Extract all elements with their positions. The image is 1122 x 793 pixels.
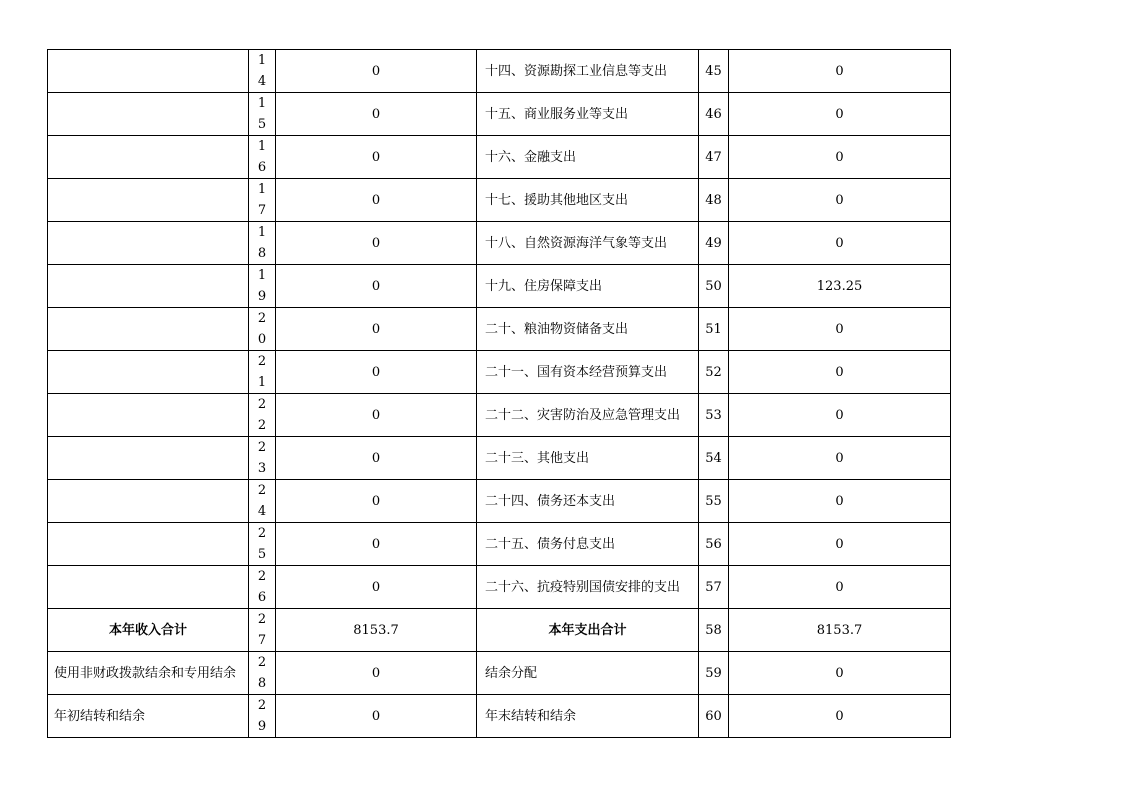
expense-line-number: 52 bbox=[699, 351, 729, 394]
income-item-cell: 使用非财政拨款结余和专用结余 bbox=[48, 652, 249, 695]
income-line-number-text: 15 bbox=[257, 96, 267, 132]
expense-item: 十七、援助其他地区支出 bbox=[477, 179, 699, 222]
income-line-number-text: 19 bbox=[257, 268, 267, 304]
expense-amount: 0 bbox=[729, 222, 951, 265]
expense-amount: 0 bbox=[729, 695, 951, 738]
income-line-number-text: 20 bbox=[257, 311, 267, 347]
income-line-number-text: 25 bbox=[257, 526, 267, 562]
expense-amount: 0 bbox=[729, 566, 951, 609]
income-amount: 0 bbox=[276, 523, 477, 566]
expense-item: 二十五、债务付息支出 bbox=[477, 523, 699, 566]
table-row bbox=[48, 136, 951, 179]
income-amount: 0 bbox=[276, 480, 477, 523]
income-line-number bbox=[249, 695, 276, 738]
income-item-cell bbox=[48, 480, 249, 523]
income-item-cell bbox=[48, 93, 249, 136]
expense-amount: 0 bbox=[729, 50, 951, 93]
expense-line-number: 57 bbox=[699, 566, 729, 609]
expense-item: 二十四、债务还本支出 bbox=[477, 480, 699, 523]
income-line-number bbox=[249, 351, 276, 394]
income-total-label: 本年收入合计 bbox=[48, 609, 249, 652]
income-line-number-text: 23 bbox=[257, 440, 267, 476]
income-amount: 0 bbox=[276, 394, 477, 437]
expense-item: 年末结转和结余 bbox=[477, 695, 699, 738]
income-line-number bbox=[249, 480, 276, 523]
income-amount: 0 bbox=[276, 566, 477, 609]
income-line-number-text: 28 bbox=[257, 655, 267, 691]
expense-line-number: 48 bbox=[699, 179, 729, 222]
expense-total-label: 本年支出合计 bbox=[477, 609, 699, 652]
income-line-number bbox=[249, 222, 276, 265]
expense-line-number: 49 bbox=[699, 222, 729, 265]
expense-line-number: 60 bbox=[699, 695, 729, 738]
income-item-cell bbox=[48, 394, 249, 437]
income-line-number bbox=[249, 566, 276, 609]
expense-item: 十五、商业服务业等支出 bbox=[477, 93, 699, 136]
budget-table-body bbox=[48, 50, 951, 738]
income-item-cell bbox=[48, 179, 249, 222]
income-line-number bbox=[249, 93, 276, 136]
income-line-number bbox=[249, 523, 276, 566]
income-line-number-text: 18 bbox=[257, 225, 267, 261]
income-item-cell bbox=[48, 136, 249, 179]
income-amount: 0 bbox=[276, 308, 477, 351]
income-line-number-text: 21 bbox=[257, 354, 267, 390]
table-row bbox=[48, 652, 951, 695]
table-row bbox=[48, 523, 951, 566]
income-amount: 0 bbox=[276, 179, 477, 222]
expense-amount: 0 bbox=[729, 480, 951, 523]
expense-line-number: 50 bbox=[699, 265, 729, 308]
table-row bbox=[48, 351, 951, 394]
expense-line-number: 45 bbox=[699, 50, 729, 93]
income-amount: 0 bbox=[276, 695, 477, 738]
income-amount: 0 bbox=[276, 136, 477, 179]
expense-line-number: 56 bbox=[699, 523, 729, 566]
income-line-number bbox=[249, 394, 276, 437]
income-amount: 0 bbox=[276, 437, 477, 480]
expense-amount: 0 bbox=[729, 523, 951, 566]
income-line-number-text: 14 bbox=[257, 53, 267, 89]
income-line-number bbox=[249, 308, 276, 351]
expense-item: 十八、自然资源海洋气象等支出 bbox=[477, 222, 699, 265]
expense-line-number: 47 bbox=[699, 136, 729, 179]
income-item-cell bbox=[48, 265, 249, 308]
income-item-cell bbox=[48, 50, 249, 93]
income-line-number-text: 16 bbox=[257, 139, 267, 175]
income-total-amount: 8153.7 bbox=[276, 609, 477, 652]
expense-line-number: 51 bbox=[699, 308, 729, 351]
expense-amount: 0 bbox=[729, 308, 951, 351]
expense-line-number: 55 bbox=[699, 480, 729, 523]
totals-row bbox=[48, 609, 951, 652]
table-row bbox=[48, 50, 951, 93]
income-total-line-number-text: 27 bbox=[257, 612, 267, 648]
income-line-number bbox=[249, 50, 276, 93]
table-row bbox=[48, 480, 951, 523]
income-item-cell bbox=[48, 308, 249, 351]
expense-item: 二十二、灾害防治及应急管理支出 bbox=[477, 394, 699, 437]
income-line-number-text: 22 bbox=[257, 397, 267, 433]
income-line-number bbox=[249, 265, 276, 308]
expense-amount: 123.25 bbox=[729, 265, 951, 308]
income-amount: 0 bbox=[276, 351, 477, 394]
expense-amount: 0 bbox=[729, 652, 951, 695]
income-item-cell bbox=[48, 437, 249, 480]
table-row bbox=[48, 394, 951, 437]
income-line-number bbox=[249, 652, 276, 695]
expense-amount: 0 bbox=[729, 179, 951, 222]
expense-item: 二十一、国有资本经营预算支出 bbox=[477, 351, 699, 394]
expense-line-number: 53 bbox=[699, 394, 729, 437]
expense-line-number: 59 bbox=[699, 652, 729, 695]
expense-item: 二十、粮油物资储备支出 bbox=[477, 308, 699, 351]
income-total-line-number bbox=[249, 609, 276, 652]
expense-total-amount: 8153.7 bbox=[729, 609, 951, 652]
table-row bbox=[48, 179, 951, 222]
income-line-number bbox=[249, 179, 276, 222]
income-line-number-text: 24 bbox=[257, 483, 267, 519]
budget-table bbox=[47, 49, 951, 738]
expense-item: 二十三、其他支出 bbox=[477, 437, 699, 480]
expense-amount: 0 bbox=[729, 136, 951, 179]
income-item-cell: 年初结转和结余 bbox=[48, 695, 249, 738]
expense-total-line-number: 58 bbox=[699, 609, 729, 652]
table-row bbox=[48, 265, 951, 308]
income-item-cell bbox=[48, 351, 249, 394]
expense-item: 十六、金融支出 bbox=[477, 136, 699, 179]
income-amount: 0 bbox=[276, 93, 477, 136]
income-line-number-text: 26 bbox=[257, 569, 267, 605]
expense-amount: 0 bbox=[729, 93, 951, 136]
expense-amount: 0 bbox=[729, 351, 951, 394]
table-row bbox=[48, 566, 951, 609]
expense-item: 二十六、抗疫特别国债安排的支出 bbox=[477, 566, 699, 609]
income-item-cell bbox=[48, 566, 249, 609]
income-amount: 0 bbox=[276, 265, 477, 308]
income-line-number bbox=[249, 136, 276, 179]
income-item-cell bbox=[48, 222, 249, 265]
income-line-number-text: 17 bbox=[257, 182, 267, 218]
table-row bbox=[48, 93, 951, 136]
income-item-cell bbox=[48, 523, 249, 566]
expense-line-number: 46 bbox=[699, 93, 729, 136]
income-amount: 0 bbox=[276, 50, 477, 93]
income-amount: 0 bbox=[276, 222, 477, 265]
expense-amount: 0 bbox=[729, 437, 951, 480]
expense-item: 十九、住房保障支出 bbox=[477, 265, 699, 308]
expense-item: 十四、资源勘探工业信息等支出 bbox=[477, 50, 699, 93]
expense-amount: 0 bbox=[729, 394, 951, 437]
table-row bbox=[48, 437, 951, 480]
income-line-number-text: 29 bbox=[257, 698, 267, 734]
table-row bbox=[48, 222, 951, 265]
expense-item: 结余分配 bbox=[477, 652, 699, 695]
table-row bbox=[48, 695, 951, 738]
table-row bbox=[48, 308, 951, 351]
expense-line-number: 54 bbox=[699, 437, 729, 480]
income-line-number bbox=[249, 437, 276, 480]
income-amount: 0 bbox=[276, 652, 477, 695]
